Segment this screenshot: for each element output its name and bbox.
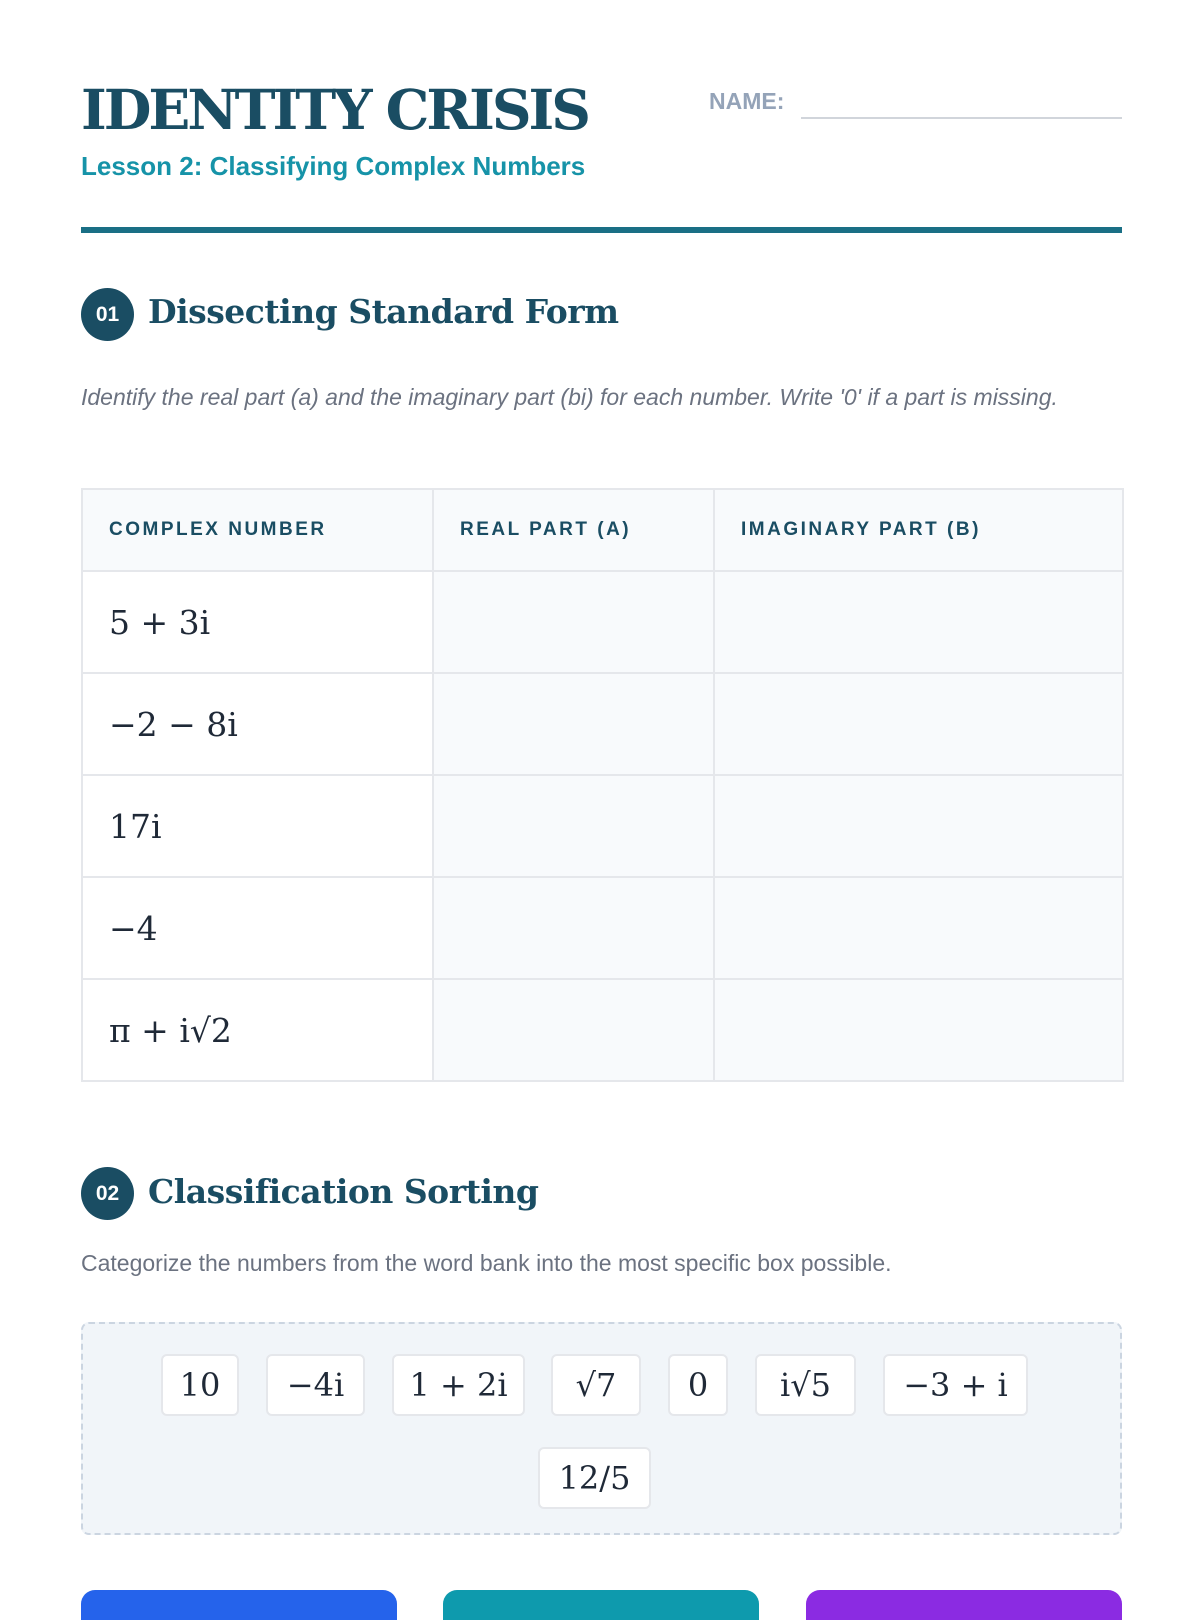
name-field-line[interactable] xyxy=(801,117,1122,119)
word-bank-chip[interactable]: i√5 xyxy=(755,1354,856,1416)
section-1-instructions: Identify the real part (a) and the imaginary part (bi) for each number. Write '0' if a part is missing. xyxy=(81,384,1058,410)
table-row xyxy=(82,877,1123,979)
section-1-title: Dissecting Standard Form xyxy=(148,292,619,331)
column-header-real-part: REAL PART (A) xyxy=(433,489,714,571)
word-bank-chip[interactable]: √7 xyxy=(551,1354,641,1416)
word-bank-chip[interactable]: 10 xyxy=(161,1354,239,1416)
table-header-row xyxy=(82,489,1123,571)
real-part-answer-cell[interactable] xyxy=(433,571,714,673)
word-bank-chip[interactable]: 0 xyxy=(668,1354,728,1416)
real-part-answer-cell[interactable] xyxy=(433,775,714,877)
imaginary-part-answer-cell[interactable] xyxy=(714,673,1123,775)
standard-form-table xyxy=(81,488,1124,1082)
table-row xyxy=(82,571,1123,673)
complex-number-cell: 5 + 3i xyxy=(82,571,433,673)
table-row xyxy=(82,979,1123,1081)
category-box-teal[interactable] xyxy=(443,1590,759,1620)
table-row xyxy=(82,775,1123,877)
word-bank-chip[interactable]: −3 + i xyxy=(883,1354,1028,1416)
section-2-title: Classification Sorting xyxy=(148,1172,539,1211)
section-2-badge: 02 xyxy=(81,1167,134,1220)
imaginary-part-answer-cell[interactable] xyxy=(714,979,1123,1081)
word-bank-chip[interactable]: 1 + 2i xyxy=(392,1354,525,1416)
lesson-subtitle: Lesson 2: Classifying Complex Numbers xyxy=(81,151,586,181)
word-bank-chip[interactable]: 12/5 xyxy=(538,1447,651,1509)
column-header-complex-number: COMPLEX NUMBER xyxy=(82,489,433,571)
complex-number-cell: −2 − 8i xyxy=(82,673,433,775)
complex-number-cell: −4 xyxy=(82,877,433,979)
table-row xyxy=(82,673,1123,775)
header-divider xyxy=(81,227,1122,233)
imaginary-part-answer-cell[interactable] xyxy=(714,877,1123,979)
section-2-instructions: Categorize the numbers from the word bank into the most specific box possible. xyxy=(81,1250,892,1276)
imaginary-part-answer-cell[interactable] xyxy=(714,571,1123,673)
column-header-imaginary-part: IMAGINARY PART (B) xyxy=(714,489,1123,571)
real-part-answer-cell[interactable] xyxy=(433,673,714,775)
word-bank xyxy=(81,1322,1122,1535)
real-part-answer-cell[interactable] xyxy=(433,979,714,1081)
name-label: NAME: xyxy=(709,88,785,114)
complex-number-cell: 17i xyxy=(82,775,433,877)
section-1-badge: 01 xyxy=(81,288,134,341)
real-part-answer-cell[interactable] xyxy=(433,877,714,979)
imaginary-part-answer-cell[interactable] xyxy=(714,775,1123,877)
category-box-purple[interactable] xyxy=(806,1590,1122,1620)
worksheet-title: IDENTITY CRISIS xyxy=(81,77,588,142)
category-box-blue[interactable] xyxy=(81,1590,397,1620)
word-bank-chip[interactable]: −4i xyxy=(266,1354,365,1416)
complex-number-cell: π + i√2 xyxy=(82,979,433,1081)
